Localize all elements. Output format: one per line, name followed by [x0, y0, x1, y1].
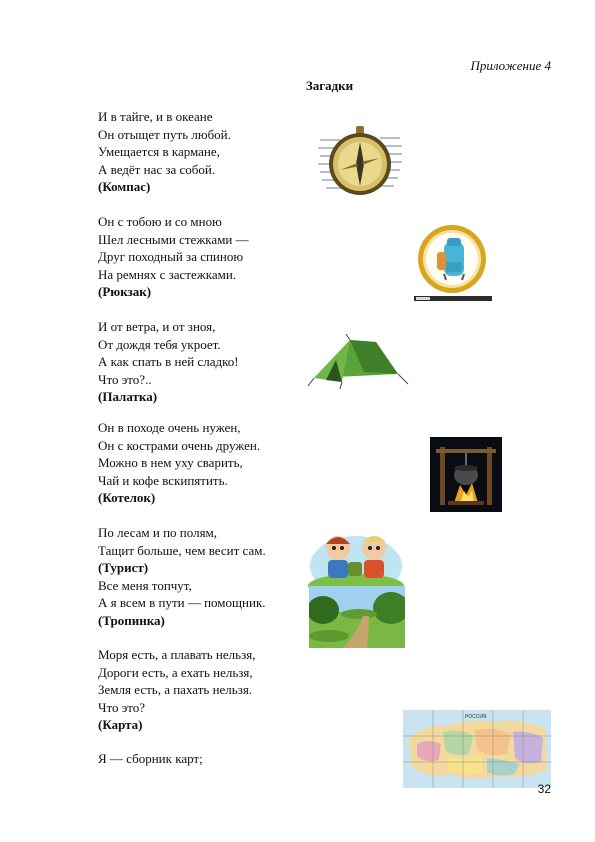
- tent-icon: [306, 334, 410, 390]
- riddle-line: Что это?: [98, 699, 146, 715]
- riddle-backpack: [98, 213, 249, 301]
- riddle-line: Что это?..: [98, 371, 152, 387]
- riddle-answer: (Котелок): [98, 490, 156, 505]
- riddle-line: Земля есть, а пахать нельзя.: [98, 682, 253, 697]
- riddle-line: Можно в нем уху сварить,: [98, 455, 243, 470]
- page-number: 32: [537, 782, 551, 796]
- riddle-line: Друг походный за спиною: [98, 249, 244, 264]
- riddle-line: Моря есть, а плавать нельзя,: [98, 647, 256, 662]
- riddle-compass: [98, 108, 231, 196]
- page-title: Загадки: [305, 78, 354, 93]
- compass-icon: [318, 124, 402, 200]
- riddle-line: От дождя тебя укроет.: [98, 336, 221, 352]
- map-icon: [403, 710, 551, 788]
- riddle-line: А ведёт нас за собой.: [98, 161, 216, 177]
- riddle-line: Он с тобою и со мною: [98, 214, 222, 229]
- riddle-line: По лесам и по полям,: [98, 525, 218, 540]
- riddle-answer: (Карта): [98, 717, 143, 732]
- riddle-line: И от ветра, и от зноя,: [98, 319, 216, 334]
- riddle-line: Он с кострами очень дружен.: [98, 437, 261, 453]
- riddle-tent: [98, 318, 239, 406]
- riddle-line: А как спать в ней сладко!: [98, 354, 239, 369]
- riddle-line: Он отыщет путь любой.: [98, 126, 231, 142]
- riddle-line: И в тайге, и в океане: [98, 109, 213, 124]
- riddle-tourist: [98, 524, 266, 629]
- trail-icon: [309, 586, 405, 648]
- riddle-answer: (Турист): [98, 560, 149, 575]
- riddle-answer: (Палатка): [98, 389, 158, 404]
- riddle-line: Умещается в кармане,: [98, 144, 220, 159]
- riddle-line: Он в походе очень нужен,: [98, 420, 241, 435]
- riddle-line: Все меня топчут,: [98, 577, 192, 593]
- riddle-atlas: [98, 750, 203, 768]
- riddle-line: Шел лесными стежками —: [98, 231, 249, 247]
- riddle-answer: (Тропинка): [98, 612, 165, 628]
- riddle-line: На ремнях с застежками.: [98, 266, 237, 282]
- map-title: РОССИЯ: [465, 714, 487, 720]
- campfire-pot-icon: [430, 437, 502, 512]
- riddle-line: Чай и кофе вскипятить.: [98, 472, 228, 488]
- riddle-pot: [98, 419, 260, 507]
- appendix-label: Приложение 4: [470, 58, 551, 73]
- riddle-line: Тащит больше, чем весит сам.: [98, 542, 266, 558]
- backpack-icon: [414, 224, 494, 302]
- riddle-answer: (Компас): [98, 179, 151, 194]
- tourists-icon: [308, 526, 404, 588]
- riddle-map: [98, 646, 255, 734]
- riddle-answer: (Рюкзак): [98, 284, 152, 299]
- riddle-line: Дороги есть, а ехать нельзя,: [98, 664, 253, 680]
- riddle-line: А я всем в пути — помощник.: [98, 595, 266, 610]
- riddle-line: Я — сборник карт;: [98, 751, 203, 766]
